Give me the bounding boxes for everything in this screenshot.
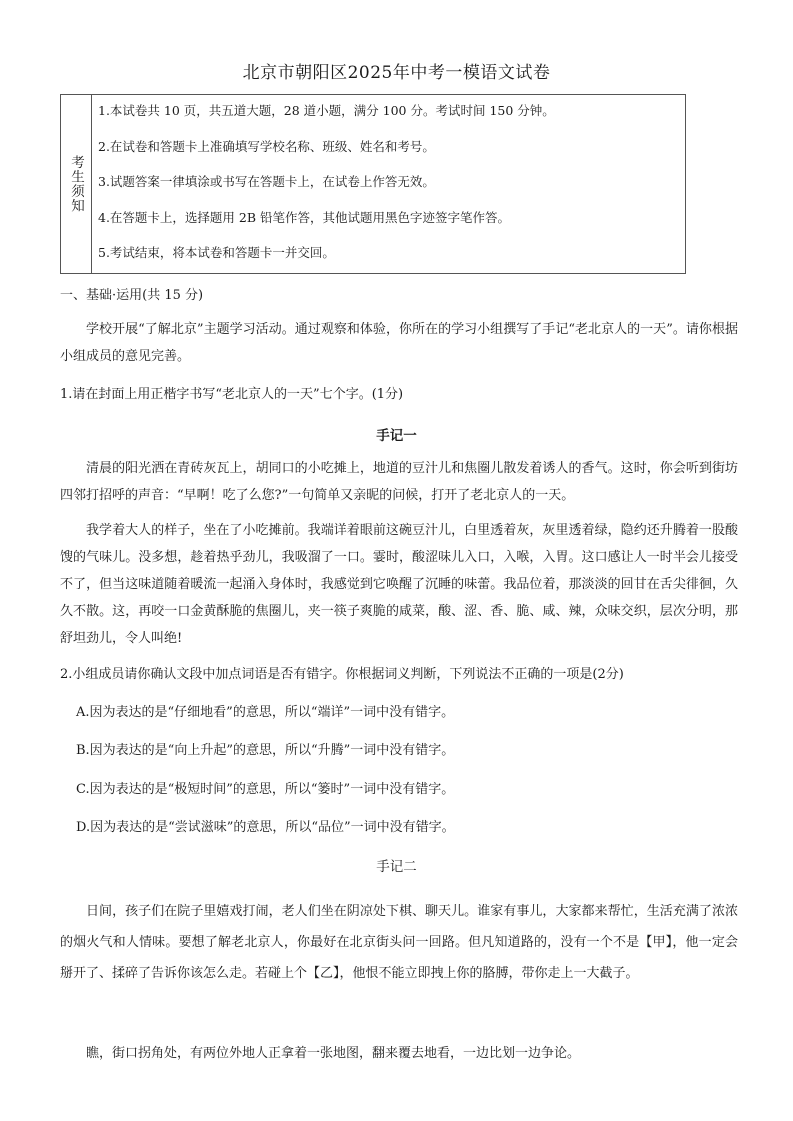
section-heading: 一、基础·运用(共 15 分)	[60, 288, 204, 303]
notice-label-cell	[61, 95, 92, 273]
notice-items	[92, 95, 685, 273]
note1-heading: 手记一	[376, 428, 417, 444]
notice-item: 1.本试卷共 10 页，共五道大题，28 道小题，满分 100 分。考试时间 150 分钟。	[98, 103, 555, 118]
intro-paragraph: 学校开展“了解北京”主题学习活动。通过观察和体验，你所在的学习小组撰写了手记“老北京人的一天”。请你根据小组成员的意见完善。	[60, 322, 738, 364]
notice-label: 考生须知	[68, 155, 84, 213]
note1-paragraph-1: 清晨的阳光洒在青砖灰瓦上，胡同口的小吃摊上，地道的豆汁儿和焦圈儿散发着诱人的香气。这时，你会听到街坊四邻打招呼的声音：“早啊！吃了么您?”一句简单又亲昵的问候，打开了老北京人的一天。	[60, 461, 738, 503]
notice-item: 2.在试卷和答题卡上准确填写学校名称、班级、姓名和考号。	[98, 138, 435, 154]
candidate-notice-box	[60, 94, 686, 274]
note2-paragraph-1: 日间，孩子们在院子里嬉戏打闹，老人们坐在阴凉处下棋、聊天儿。谁家有事儿，大家都来帮忙，生活充满了浓浓的烟火气和人情味。要想了解老北京人，你最好在北京街头问一回路。但凡知道路的，没有一个不是【甲】，他一定会掰开了、揉碎了告诉你该怎么走。若碰上个【乙】，他恨不能立即拽上你的胳膊，带你走上一大截子。	[60, 904, 738, 981]
notice-item: 4.在答题卡上，选择题用 2B 铅笔作答，其他试题用黑色字迹签字笔作答。	[98, 209, 511, 225]
question-2-option-b: B.因为表达的是“向上升起”的意思，所以“升腾”一词中没有错字。	[76, 743, 455, 758]
note1-paragraph-2: 我学着大人的样子，坐在了小吃摊前。我端详着眼前这碗豆汁儿，白里透着灰，灰里透着绿，隐约还升腾着一股酸馊的气味儿。没多想，趁着热乎劲儿，我吸溜了一口。霎时，酸涩味儿入口，入喉，入胃。这口感让人一时半会儿接受不了，但当这味道随着暖流一起涌入身体时，我感觉到它唤醒了沉睡的味蕾。我品位着，那淡淡的回甘在舌尖徘徊，久久不散。这，再咬一口金黄酥脆的焦圈儿，夹一筷子爽脆的咸菜，酸、涩、香、脆、咸、辣，众味交织，层次分明，那舒坦劲儿，令人叫绝!	[60, 523, 738, 646]
question-1: 1.请在封面上用正楷字书写“老北京人的一天”七个字。(1分)	[60, 387, 404, 402]
question-2-stem: 2.小组成员请你确认文段中加点词语是否有错字。你根据词义判断，下列说法不正确的一项是(2分)	[60, 667, 624, 682]
notice-item: 3.试题答案一律填涂或书写在答题卡上，在试卷上作答无效。	[98, 174, 435, 189]
question-2-option-a: A.因为表达的是“仔细地看”的意思，所以“端详”一词中没有错字。	[76, 705, 455, 720]
question-2-option-d: D.因为表达的是“尝试滋味”的意思，所以“品位”一词中没有错字。	[76, 820, 455, 835]
exam-title: 北京市朝阳区2025年中考一模语文试卷	[242, 63, 551, 83]
question-2-option-c: C.因为表达的是“极短时间”的意思，所以“篓时”一词中没有错字。	[76, 782, 455, 797]
notice-item: 5.考试结束，将本试卷和答题卡一并交回。	[98, 245, 335, 260]
note2-heading: 手记二	[376, 859, 417, 875]
note2-paragraph-2: 瞧，街口拐角处，有两位外地人正拿着一张地图，翻来覆去地看，一边比划一边争论。	[86, 1046, 581, 1061]
